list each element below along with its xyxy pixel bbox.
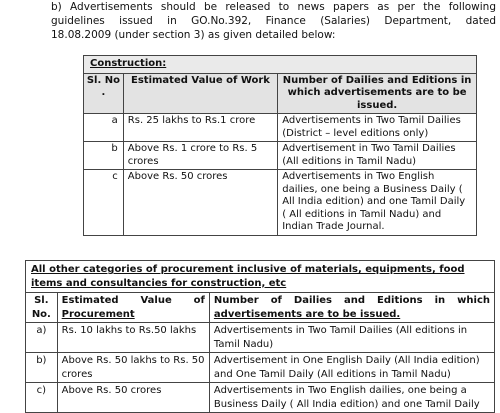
header-word: Number [213, 295, 259, 306]
row-sl: b [84, 142, 124, 170]
table-row [26, 323, 495, 353]
header-word: Estimated [61, 295, 119, 306]
header-word: Procurement [61, 308, 135, 320]
header-number-of-dailies: Number of Dailies and Editions in which advertisements are to be issued. [278, 73, 477, 114]
row-sl: c [84, 170, 124, 236]
row-number: Advertisement in Two Tamil Dailies (All editions in Tamil Nadu) [278, 142, 477, 170]
procurement-title: All other categories of procurement inclusive of materials, equipments, food items and consultancies for construction, etc [26, 261, 495, 293]
header-word: of [270, 295, 282, 306]
header-word: Value [140, 295, 172, 306]
header-estimated-procurement [57, 293, 209, 323]
row-estimated: Above Rs. 1 crore to Rs. 5 crores [123, 142, 277, 170]
row-estimated: Rs. 10 lakhs to Rs.50 lakhs [57, 323, 209, 353]
header-word: in [434, 295, 446, 306]
procurement-table [25, 260, 495, 413]
row-estimated: Rs. 25 lakhs to Rs.1 crore [123, 114, 277, 142]
row-number: Advertisements in Two Tamil Dailies (District – level editions only) [278, 114, 477, 142]
table-row [26, 383, 495, 413]
row-number: Advertisements in Two English dailies, one being a Business Daily ( All India edition) and one Tamil Daily [209, 383, 494, 413]
row-estimated: Above Rs. 50 lakhs to Rs. 50 crores [57, 353, 209, 383]
construction-title: Construction: [84, 56, 477, 74]
row-number: Advertisements in Two English dailies, one being a Business Daily ( All India edition) and one Tamil Daily ( All editions in Tamil Nadu) and Indian Trade Journal. [278, 170, 477, 236]
header-word: Dailies [293, 295, 332, 306]
row-estimated: Above Rs. 50 crores [123, 170, 277, 236]
intro-line-1: b) Advertisements should be released to news papers as per the following [51, 1, 496, 13]
header-word: of [193, 295, 205, 306]
table-row [26, 353, 495, 383]
row-sl: a) [26, 323, 58, 353]
header-word: which [457, 295, 490, 306]
row-sl: a [84, 114, 124, 142]
row-sl: c) [26, 383, 58, 413]
table-row [84, 114, 477, 142]
header-word: and [344, 295, 366, 306]
intro-line-2: guidelines issued in GO.No.392, Finance (Salaries) Department, dated [51, 15, 496, 27]
header-number-of-dailies [209, 293, 494, 323]
table-row [84, 142, 477, 170]
table-row [84, 170, 477, 236]
row-number: Advertisements in Two Tamil Dailies (All editions in Tamil Nadu) [209, 323, 494, 353]
row-sl: b) [26, 353, 58, 383]
header-estimated-value: Estimated Value of Work [123, 73, 277, 114]
header-word: Editions [377, 295, 423, 306]
construction-table [83, 55, 477, 236]
row-number: Advertisement in One English Daily (All India edition) and One Tamil Daily (All editions in Tamil Nadu) [209, 353, 494, 383]
intro-paragraph [51, 0, 496, 42]
row-estimated: Above Rs. 50 crores [57, 383, 209, 413]
header-sl-no: Sl. No. [26, 293, 58, 323]
header-word: advertisements are to be issued. [213, 308, 401, 320]
header-sl-no: Sl. No . [84, 73, 124, 114]
intro-line-3: 18.08.2009 (under section 3) as given detailed below: [51, 29, 336, 41]
